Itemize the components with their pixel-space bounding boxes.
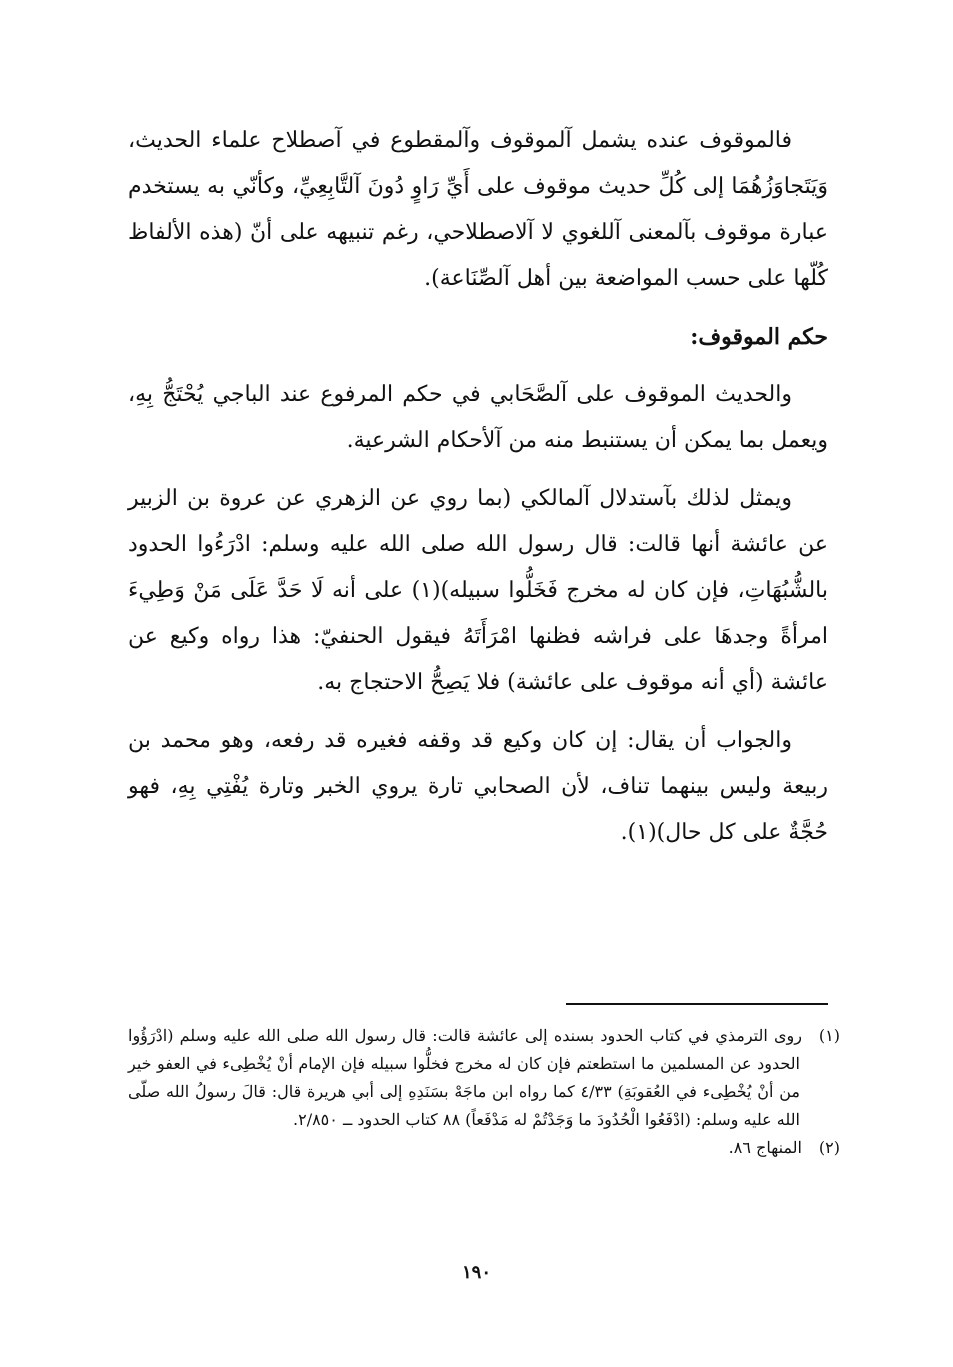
- footnote-text: المنهاج ٨٦.: [728, 1138, 802, 1157]
- footnote-number: (٢): [818, 1138, 840, 1157]
- footnote-number: (١): [818, 1026, 840, 1045]
- footnotes: [128, 1022, 840, 1162]
- footnote-1: [128, 1022, 840, 1134]
- section-heading: حكم الموقوف:: [690, 324, 828, 350]
- footnote-2: [128, 1134, 840, 1162]
- paragraph-4: والجواب أن يقال: إن كان وكيع قد وقفه فغيره قد رفعه، وهو محمد بن ربيعة وليس بينهما تناف، لأن الصحابي تارة يروي الخبر وتارة يُفْتِي بِهِ، فهو حُجَّةٌ على كل حال)(١).: [128, 728, 828, 845]
- paragraph-3: ويمثل لذلك بآستدلال آلمالكي (بما روي عن الزهري عن عروة بن الزبير عن عائشة أنها قالت: قال رسول الله صلى الله عليه وسلم: ادْرَءُوا الحدود بالشُّبُهَاتِ، فإن كان له مخرج فَخَلُّوا سبيله)(١) على أنه لَا حَدَّ عَلَى مَنْ وَطِيءَ امرأةً وجدهَا على فراشه فظنها امْرَأَتَهُ فيقول الحنفيّ: هذا رواه وكيع عن عائشة (أي أنه موقوف على عائشة) فلا يَصِحُّ الاحتجاج به.: [128, 486, 828, 695]
- footnote-separator: [566, 1003, 828, 1005]
- page-number: ١٩٠: [461, 1262, 491, 1283]
- footnote-text: روى الترمذي في كتاب الحدود بسنده إلى عائشة قالت: قال رسول الله صلى الله عليه وسلم (ادْرَؤُوا الحدود عن المسلمين ما استطعتم فإن كان له مخرج فخلُّوا سبيله فإن الإمام أنْ يُخْطِىء في العفو خير من أنْ يُخْطِىء في العُقوبَةِ) ٤/٣٣ كما رواه ابن ماجَهْ بسَنَدِهِ إلى أبي هريرة قال: قالَ رسولُ الله صلّى الله عليه وسلم: (ادْفَعُوا الْحُدُودَ ما وَجَدْتُمْ له مَدْفَعاً) ٨٨ كتاب الحدود ــ ٢/٨٥٠.: [128, 1026, 802, 1129]
- paragraph-1: فالموقوف عنده يشمل آلموقوف وآلمقطوع في آصطلاح علماء الحديث، وَيَتَجاوَزُهُمَا إلى كُلِّ حديث موقوف على أَيِّ رَاوٍ دُونَ آلتَّابِعِيِّ، وكأنّي به يستخدم عبارة موقوف بآلمعنى آللغوي لا آلاصطلاحي، رغم تنبيهه على أنّ (هذه الألفاظ كُلّها على حسب المواضعة بين أهل آلصِّنَاعة).: [128, 128, 828, 291]
- paragraph-2: والحديث الموقوف على آلصَّحَابي في حكم المرفوع عند الباجي يُحْتَجُّ بِهِ، ويعمل بما يمكن أن يستنبط منه من آلأحكام الشرعية.: [128, 382, 828, 453]
- main-text: [128, 118, 828, 856]
